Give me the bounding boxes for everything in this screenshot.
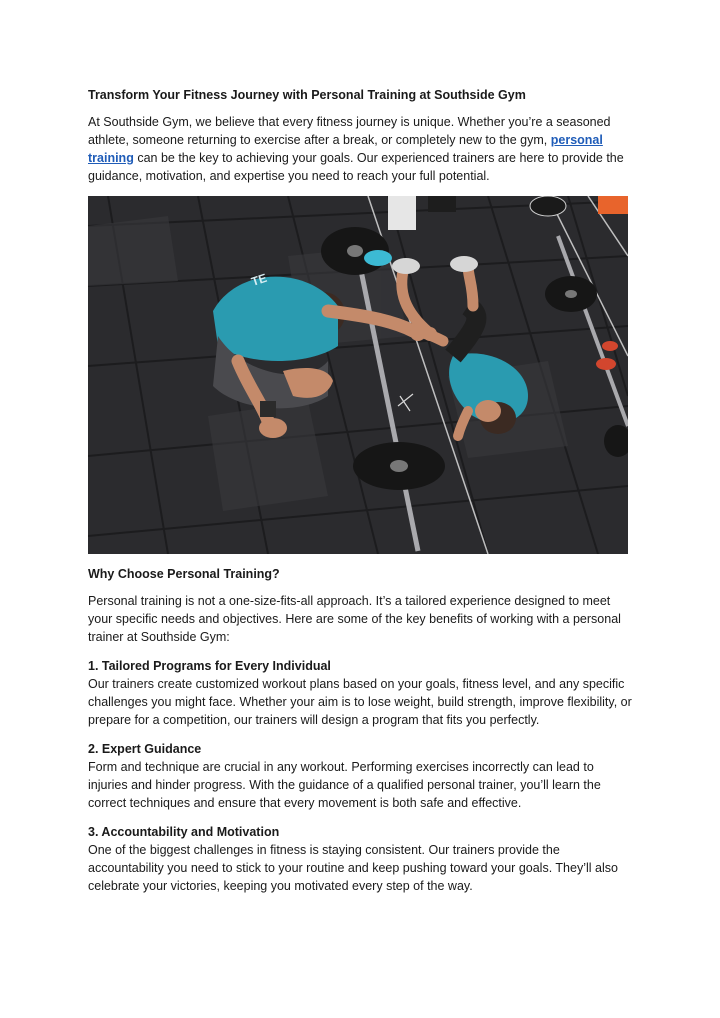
why-heading: Why Choose Personal Training? — [88, 567, 280, 581]
intro-text-after-link: can be the key to achieving your goals. Our experienced trainers are here to provide the guidance, motivation, and expertise you need to reach your full potential. — [88, 151, 624, 183]
benefit-item — [88, 823, 636, 895]
shirt-logo-text: TE — [249, 270, 269, 289]
benefit-item — [88, 740, 636, 812]
benefit-item — [88, 657, 636, 729]
benefit-title: 2. Expert Guidance — [88, 742, 202, 756]
benefit-title: 1. Tailored Programs for Every Individual — [88, 659, 331, 673]
document-page — [88, 86, 636, 906]
intro-text-before-link: At Southside Gym, we believe that every fitness journey is unique. Whether you’re a seasoned athlete, someone returning to exercise after a break, or completely new to the gym, — [88, 115, 611, 147]
benefit-body: Form and technique are crucial in any workout. Performing exercises incorrectly can lead to injuries and hinder progress. With the guidance of a qualified personal trainer, you’ll learn the correct techniques and ensure that every movement is both safe and effective. — [88, 760, 601, 810]
intro-paragraph — [88, 113, 636, 185]
benefit-title: 3. Accountability and Motivation — [88, 825, 280, 839]
page-title: Transform Your Fitness Journey with Personal Training at Southside Gym — [88, 88, 526, 102]
benefit-body: One of the biggest challenges in fitness is staying consistent. Our trainers provide the accountability you need to stick to your routine and keep pushing toward your goals. They’ll also celebrate your victories, keeping you motivated every step of the way. — [88, 843, 618, 893]
why-paragraph: Personal training is not a one-size-fits-all approach. It’s a tailored experience designed to meet your specific needs and objectives. Here are some of the key benefits of working with a personal trainer at Southside Gym: — [88, 594, 621, 644]
benefit-body: Our trainers create customized workout plans based on your goals, fitness level, and any specific challenges you might face. Whether your aim is to lose weight, build strength, improve flexibility, or prepare for a competition, our trainers will design a program that fits you perfectly. — [88, 677, 632, 727]
personal-training-link[interactable]: personal training — [88, 133, 603, 165]
gym-photo — [88, 196, 628, 554]
